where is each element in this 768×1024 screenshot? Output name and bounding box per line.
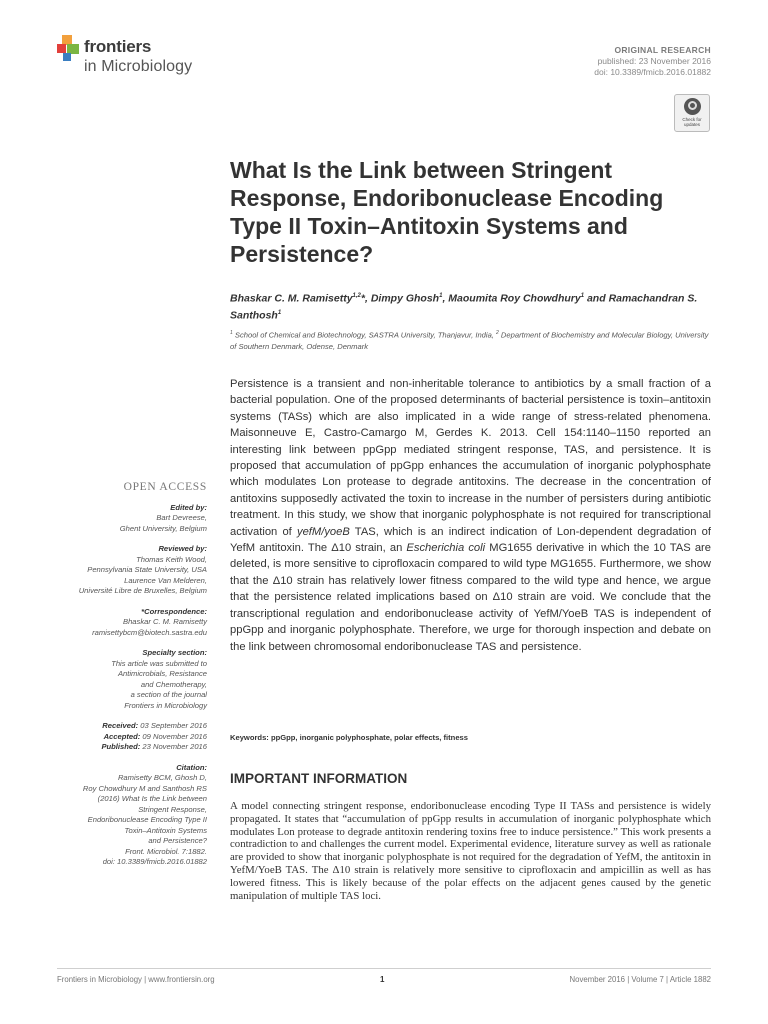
check-for-updates-label: Check for updates [682, 117, 702, 127]
abstract-text: MG1655 derivative in which the 10 TAS are deleted, is more sensitive to ciprofloxacin compared to wild type MG1655. Furthermore, we show that the Δ10 strain has relatively lower fitness compared to the wild type and hence, we argue that the persistence related implications based on Δ10 strain are void. We conclude that the transcriptional regulation and endoribonuclease activity of YefM/YoeB TAS is independent of ppGpp and inorganic polyphosphate. Therefore, we urge for thorough inspection and debate on the link between chromosomal endoribonuclease TAS and persistence. [230, 542, 711, 653]
affiliations [230, 328, 710, 352]
reviewed-by-label: Reviewed by: [158, 544, 207, 553]
citation-line: Roy Chowdhury M and Santhosh RS [82, 783, 207, 793]
keywords-values: ppGpp, inorganic polyphosphate, polar effects, fitness [270, 733, 468, 742]
author-conjunction: and [586, 292, 606, 305]
article-doi[interactable]: doi: 10.3389/fmicb.2016.01882 [594, 67, 711, 77]
editor-line: Bart Devreese, [156, 513, 207, 522]
received-label: Received: [102, 721, 139, 730]
logo-word-journal: in Microbiology [84, 58, 193, 75]
reviewer-line: Laurence Van Melderen, [124, 575, 207, 585]
check-for-updates-button[interactable] [674, 94, 710, 132]
correspondence-name: Bhaskar C. M. Ramisetty [123, 617, 207, 626]
author-name[interactable]: Bhaskar C. M. Ramisetty [230, 292, 353, 305]
accepted-value: 09 November 2016 [140, 731, 207, 741]
abstract [230, 376, 711, 655]
specialty-section-label: Specialty section: [142, 648, 207, 657]
keywords-label: Keywords: [230, 733, 269, 742]
published-value: 23 November 2016 [140, 742, 207, 751]
journal-logo [57, 33, 217, 83]
edited-by-block [57, 503, 207, 535]
author-list: Bhaskar C. M. Ramisetty$^{1,2}$*, Dimpy Ghosh$^1$, Maoumita Roy Chowdhury$^1$ and Ramachandran S. Santhosh$^1$ [230, 292, 698, 321]
editor-line: Ghent University, Belgium [119, 523, 207, 533]
article-title: What Is the Link between Stringent Response, Endoribonuclease Encoding Type II Toxin–Antitoxin Systems and Persistence? [230, 157, 664, 267]
article-meta [594, 45, 711, 78]
published-date: published: 23 November 2016 [597, 56, 711, 66]
citation-line: Endoribonuclease Encoding Type II [87, 815, 207, 824]
published-date-side [57, 742, 207, 753]
corresponding-mark: * [360, 292, 365, 305]
abstract-text: Persistence is a transient and non-inheritable tolerance to antibiotics by a small fraction of a bacterial population. One of the proposed determinants of bacterial persistence is toxin–antitoxin systems (TASs) which are also implicated in a wide range of stress-related phenomena. Maisonneuve E, Castro-Camargo M, Gerdes K. 2013. Cell 154:1140–1150 reported an interesting link between ppGpp mediated stringent response, TAS, and persistence. It is proposed that accumulation of ppGpp enhances the accumulation of inorganic polyphosphate which modulates Lon protease to degrade antitoxins. The decrease in the concentration of antitoxins supposedly activated the toxin to increase in the number of persisters during antibiotic treatment. In this study, we show that inorganic polyphosphate is not required for transcriptional activation of [230, 378, 711, 538]
citation-block [57, 763, 207, 868]
author-affiliation-mark: 1 [439, 293, 443, 299]
received-value: 03 September 2016 [138, 721, 207, 730]
page-number: 1 [380, 975, 385, 984]
correspondence-block [57, 607, 207, 639]
citation-line: Front. Microbiol. 7:1882. [125, 846, 207, 856]
gene-name: yefM/yoeB [296, 525, 350, 538]
affiliation-text: Department of Biochemistry and Molecular Biology, University of Southern Denmark, Odense, Denmark [230, 330, 709, 351]
affiliation-mark: 2 [496, 330, 499, 336]
citation-line: Stringent Response, [138, 804, 207, 814]
citation-doi[interactable]: doi: 10.3389/fmicb.2016.01882 [102, 857, 207, 866]
author-name[interactable]: Ramachandran S. Santhosh [230, 292, 698, 321]
specialty-line: Antimicrobials, Resistance [117, 669, 207, 678]
reviewer-line: Pennsylvania State University, USA [87, 565, 207, 574]
species-name: Escherichia coli [406, 542, 486, 555]
citation-line: and Persistence? [148, 836, 207, 845]
open-access-label[interactable]: OPEN ACCESS [123, 481, 207, 493]
frontiers-logo-icon [57, 35, 81, 61]
abstract-text: TAS, which is an indirect indication of Lon-dependent degradation of YefM antitoxin. The Δ10 strain, an [230, 525, 712, 555]
citation-line: Toxin–Antitoxin Systems [124, 825, 207, 835]
dates-block [57, 721, 207, 753]
reviewer-line: Thomas Keith Wood, [136, 554, 207, 564]
citation-line: (2016) What Is the Link between [97, 794, 207, 803]
author-name[interactable]: Dimpy Ghosh [370, 292, 440, 305]
accepted-label: Accepted: [103, 731, 141, 741]
logo-word-frontiers: frontiers [84, 37, 152, 56]
section-heading-important-information: IMPORTANT INFORMATION [230, 771, 408, 786]
citation-label: Citation: [176, 762, 207, 772]
edited-by-label: Edited by: [170, 502, 207, 512]
affiliation-text: School of Chemical and Biotechnology, SASTRA University, Thanjavur, India, [232, 330, 497, 340]
author-affiliation-mark: 1 [277, 309, 282, 316]
affiliation-mark: 1 [230, 330, 233, 336]
citation-line: Ramisetty BCM, Ghosh D, [117, 773, 207, 782]
article-type: ORIGINAL RESEARCH [614, 45, 711, 55]
author-affiliation-mark: 1 [580, 293, 585, 299]
correspondence-email[interactable]: ramisettybcm@biotech.sastra.edu [92, 627, 207, 637]
reviewed-by-block [57, 544, 207, 597]
crossmark-icon [684, 98, 701, 115]
specialty-line: Frontiers in Microbiology [124, 700, 207, 710]
footer-issue-info: November 2016 | Volume 7 | Article 1882 [569, 975, 711, 984]
specialty-section-block [57, 648, 207, 711]
specialty-line: a section of the journal [130, 690, 207, 699]
article-sidebar [57, 482, 207, 878]
accepted-date [57, 732, 207, 743]
specialty-line: This article was submitted to [111, 658, 207, 668]
author-affiliation-mark: 1,2 [352, 293, 361, 299]
specialty-line: and Chemotherapy, [140, 679, 207, 689]
footer-journal[interactable]: Frontiers in Microbiology | www.frontiersin.org [57, 975, 215, 984]
keywords [230, 733, 710, 743]
footer-divider [57, 968, 711, 969]
reviewer-line: Université Libre de Bruxelles, Belgium [78, 586, 207, 595]
published-label: Published: [101, 742, 141, 751]
received-date [57, 721, 207, 732]
author-name[interactable]: Maoumita Roy Chowdhury [448, 292, 581, 305]
important-information-text: A model connecting stringent response, endoribonuclease encoding Type II TASs and persistence is widely propagated. It states that “accumulation of ppGpp results in accumulation of inorganic polyphosphate which modulates Lon protease to degrade antitoxin rendering toxins free to induce persistence.” This work presents a contradiction to and challenges the current model. Experimental evidence, literature survey as well as rationale are provided to show that inorganic polyphosphate is not required for the degradation of YefM, the antitoxin in YefM/YoeB TAS. The Δ10 strain is relatively more sensitive to ciprofloxacin and ampicillin as well as has lowered fitness. This is likely because of the polar effects on the adjacent genes caused by the genetic manipulation of multiple TAS loci. [230, 800, 711, 902]
correspondence-label: *Correspondence: [141, 606, 207, 616]
